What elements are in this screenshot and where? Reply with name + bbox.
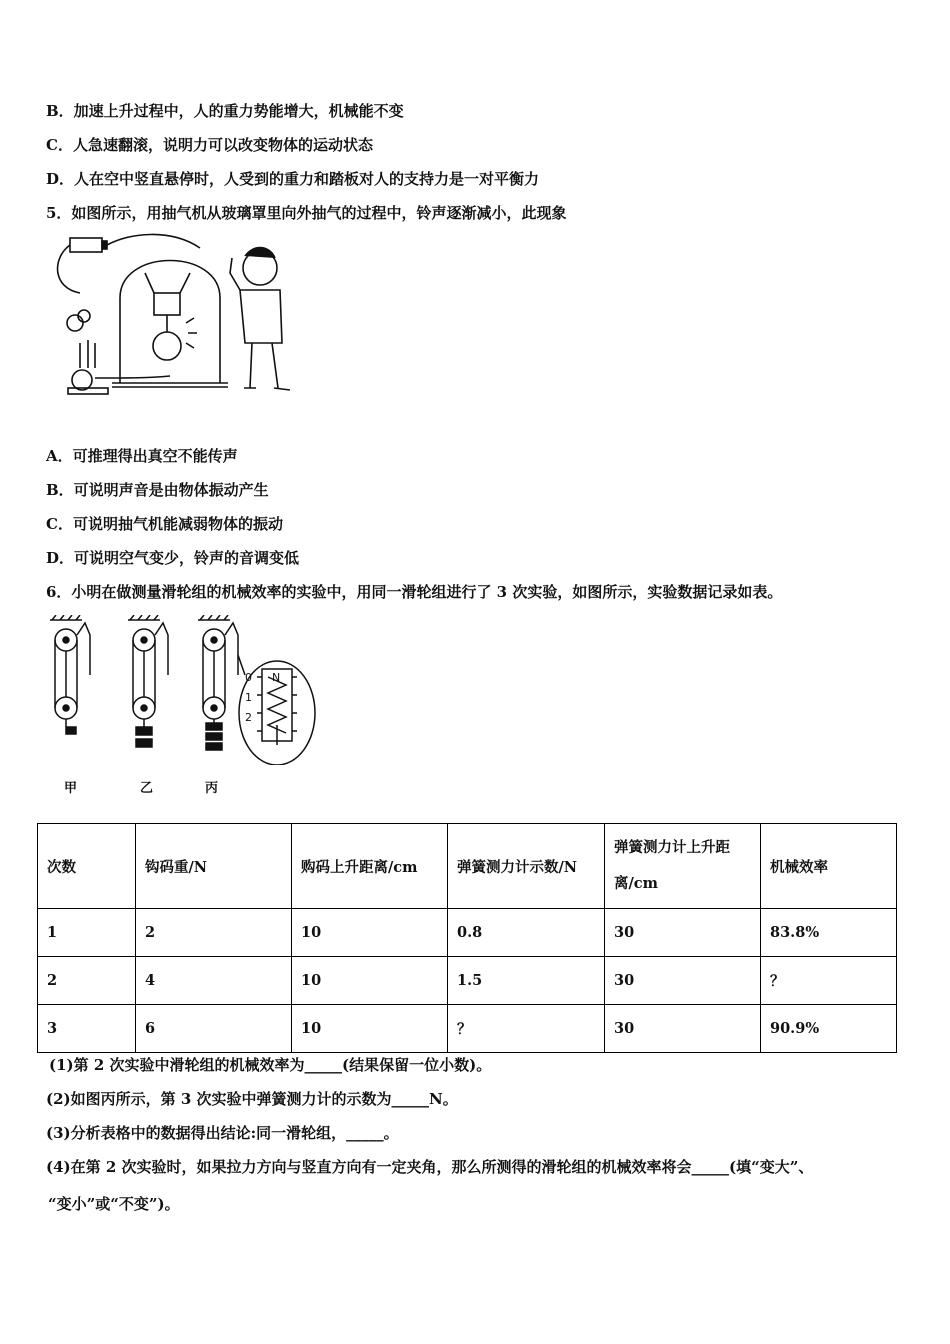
table-cell: 10 xyxy=(292,909,448,957)
q6-sub-1: (1)第 2 次实验中滑轮组的机械效率为_____(结果保留一位小数)。 xyxy=(49,1056,492,1074)
q6-sub-3: (3)分析表格中的数据得出结论:同一滑轮组，_____。 xyxy=(46,1124,399,1142)
header-scale-distance: 弹簧测力计上升距离/cm xyxy=(605,824,761,909)
table-row xyxy=(38,957,897,1005)
table-cell: 0.8 xyxy=(448,909,605,957)
header-trial: 次数 xyxy=(38,824,136,909)
table-row xyxy=(38,909,897,957)
scale-mark-1: 1 xyxy=(245,691,252,704)
table-header-row xyxy=(38,824,897,909)
header-weight-distance: 购码上升距离/cm xyxy=(292,824,448,909)
q5-stem: 5．如图所示，用抽气机从玻璃罩里向外抽气的过程中，铃声逐渐减小，此现象 xyxy=(46,204,567,222)
q4-option-b: B．加速上升过程中，人的重力势能增大，机械能不变 xyxy=(46,102,404,120)
table-cell: 30 xyxy=(605,957,761,1005)
table-cell: 90.9% xyxy=(761,1005,897,1053)
header-scale-reading: 弹簧测力计示数/N xyxy=(448,824,605,909)
table-cell: 83.8% xyxy=(761,909,897,957)
figure-label-bing: 丙 xyxy=(205,781,219,796)
table-cell: 30 xyxy=(605,1005,761,1053)
experiment-data-table xyxy=(37,823,897,1053)
q4-option-d: D．人在空中竖直悬停时，人受到的重力和踏板对人的支持力是一对平衡力 xyxy=(46,170,540,188)
figure-label-jia: 甲 xyxy=(64,781,78,796)
table-cell: 3 xyxy=(38,1005,136,1053)
table-cell: 10 xyxy=(292,1005,448,1053)
scale-unit-label: N xyxy=(272,671,281,684)
pulley-figures xyxy=(40,615,330,765)
header-weight: 钩码重/N xyxy=(136,824,292,909)
q5-option-b: B．可说明声音是由物体振动产生 xyxy=(46,481,269,499)
q5-option-c: C．可说明抽气机能减弱物体的振动 xyxy=(46,515,283,533)
table-cell: 1.5 xyxy=(448,957,605,1005)
scale-mark-2: 2 xyxy=(245,711,252,724)
table-cell: 10 xyxy=(292,957,448,1005)
q6-sub-2: (2)如图丙所示，第 3 次实验中弹簧测力计的示数为_____N。 xyxy=(46,1090,458,1108)
scale-mark-0: 0 xyxy=(245,671,252,684)
figure-label-yi: 乙 xyxy=(140,781,154,796)
table-cell: 2 xyxy=(38,957,136,1005)
table-cell: 30 xyxy=(605,909,761,957)
q4-option-c: C．人急速翻滚，说明力可以改变物体的运动状态 xyxy=(46,136,373,154)
q6-sub-4-continued: “变小”或“不变”)。 xyxy=(48,1195,180,1213)
table-row xyxy=(38,1005,897,1053)
q5-option-d: D．可说明空气变少，铃声的音调变低 xyxy=(46,549,300,567)
table-cell: 4 xyxy=(136,957,292,1005)
table-cell: ？ xyxy=(761,957,897,1005)
table-cell: 6 xyxy=(136,1005,292,1053)
bell-jar-figure xyxy=(50,228,300,403)
q5-option-a: A．可推理得出真空不能传声 xyxy=(46,447,238,465)
header-efficiency: 机械效率 xyxy=(761,824,897,909)
q6-stem: 6．小明在做测量滑轮组的机械效率的实验中，用同一滑轮组进行了 3 次实验，如图所示，实验数据记录如表。 xyxy=(46,583,783,601)
table-cell: 1 xyxy=(38,909,136,957)
table-cell: ？ xyxy=(448,1005,605,1053)
table-cell: 2 xyxy=(136,909,292,957)
q6-sub-4: (4)在第 2 次实验时，如果拉力方向与竖直方向有一定夹角，那么所测得的滑轮组的机械效率将会_____(填“变大”、 xyxy=(46,1158,814,1176)
